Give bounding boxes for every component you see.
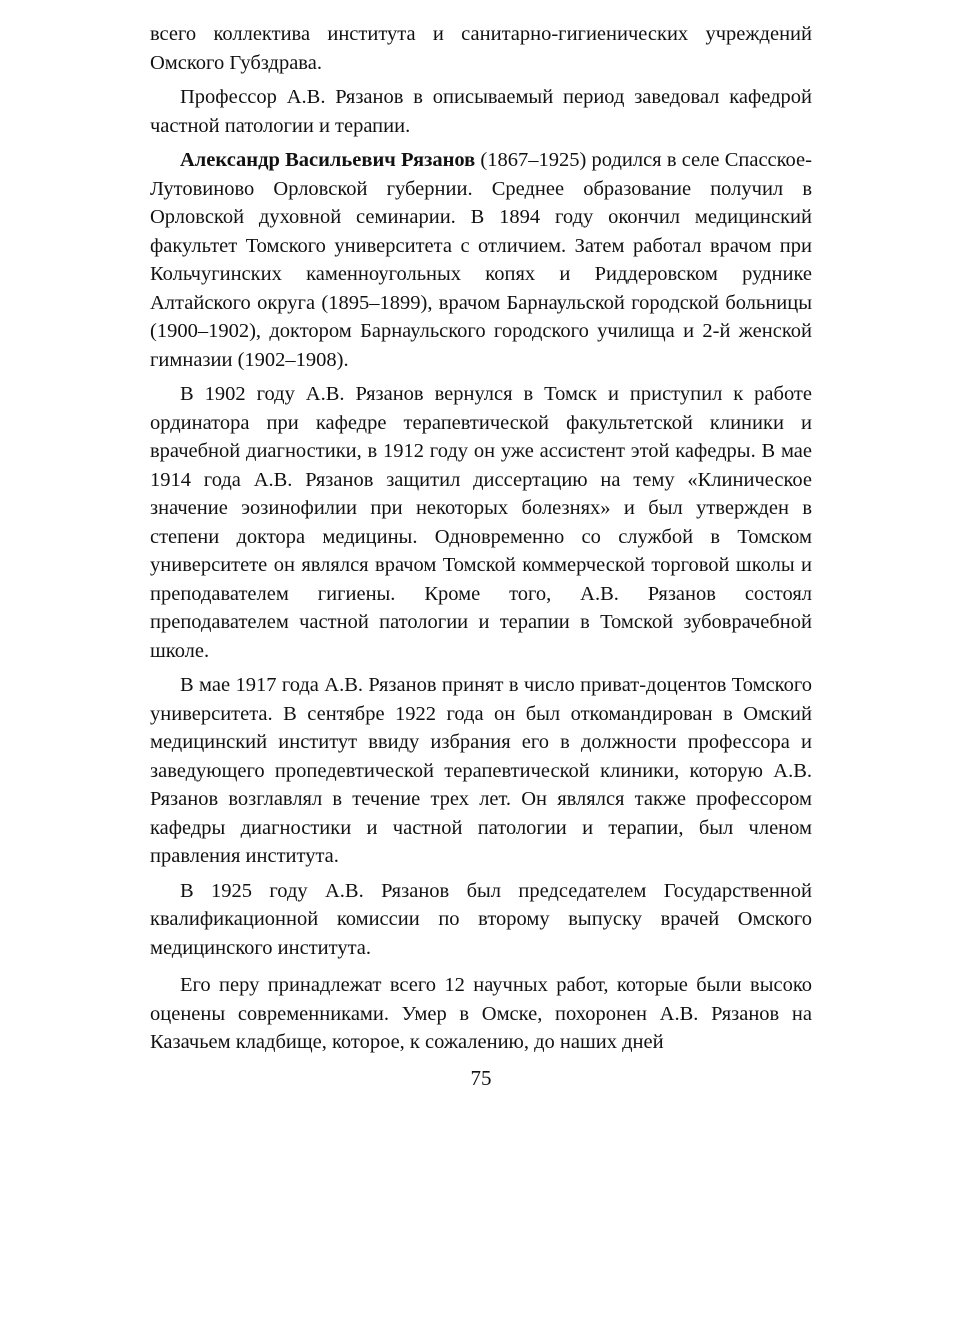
paragraph-continuation: всего коллектива института и санитарно-гигиенических учреждений Омского Губздрава. [150, 23, 812, 74]
paragraph-commission: В 1925 году А.В. Рязанов был председателем Государственной квалификационной комиссии по второму выпуску врачей Омского медицинского института. [150, 879, 812, 959]
paragraph-professor: Профессор А.В. Рязанов в описываемый период заведовал кафедрой частной патологии и терапии. [150, 86, 812, 137]
paragraph-omsk: В мае 1917 года А.В. Рязанов принят в число приват-доцентов Томского университета. В сентябре 1922 года он был откомандирован в Омский медицинский институт ввиду избрания его в должности профессора и заведующего пропедевтической терапевтической клиники, которую А.В. Рязанов возглавлял в течение трех лет. Он являлся также профессором кафедры диагностики и частной патологии и терапии, был членом правления института. [150, 674, 812, 867]
paragraph-works: Его перу принадлежат всего 12 научных работ, которые были высоко оценены современниками. Умер в Омске, похоронен А.В. Рязанов на Казачьем кладбище, которое, к сожалению, до наших дней [150, 974, 812, 1053]
page-body [150, 20, 812, 1057]
page-number: 75 [470, 1066, 492, 1090]
paragraph-biography [150, 146, 812, 374]
biography-text: (1867–1925) родился в селе Спасское-Лутовиново Орловской губернии. Среднее образование получил в Орловской духовной семинарии. В 1894 году окончил медицинский факультет Томского университета с отличием. Затем работал врачом при Кольчугинских каменноугольных копях и Риддеровском руднике Алтайского округа (1895–1899), врачом Барнаульской городской больницы (1900–1902), доктором Барнаульского городского училища и 2-й женской гимназии (1902–1908). [150, 149, 812, 371]
person-name: Александр Васильевич Рязанов [180, 149, 476, 171]
text-block [150, 20, 812, 1057]
paragraph-tomsk: В 1902 году А.В. Рязанов вернулся в Томск и приступил к работе ординатора при кафедре терапевтической факультетской клиники и врачебной диагностики, в 1912 году он уже ассистент этой кафедры. В мае 1914 года А.В. Рязанов защитил диссертацию на тему «Клиническое значение эозинофилии при некоторых болезнях» и был утвержден в степени доктора медицины. Одновременно со службой в Томском университете он являлся врачом Томской коммерческой торговой школы и преподавателем гигиены. Кроме того, А.В. Рязанов состоял преподавателем частной патологии и терапии в Томской зубоврачебной школе. [150, 383, 812, 662]
